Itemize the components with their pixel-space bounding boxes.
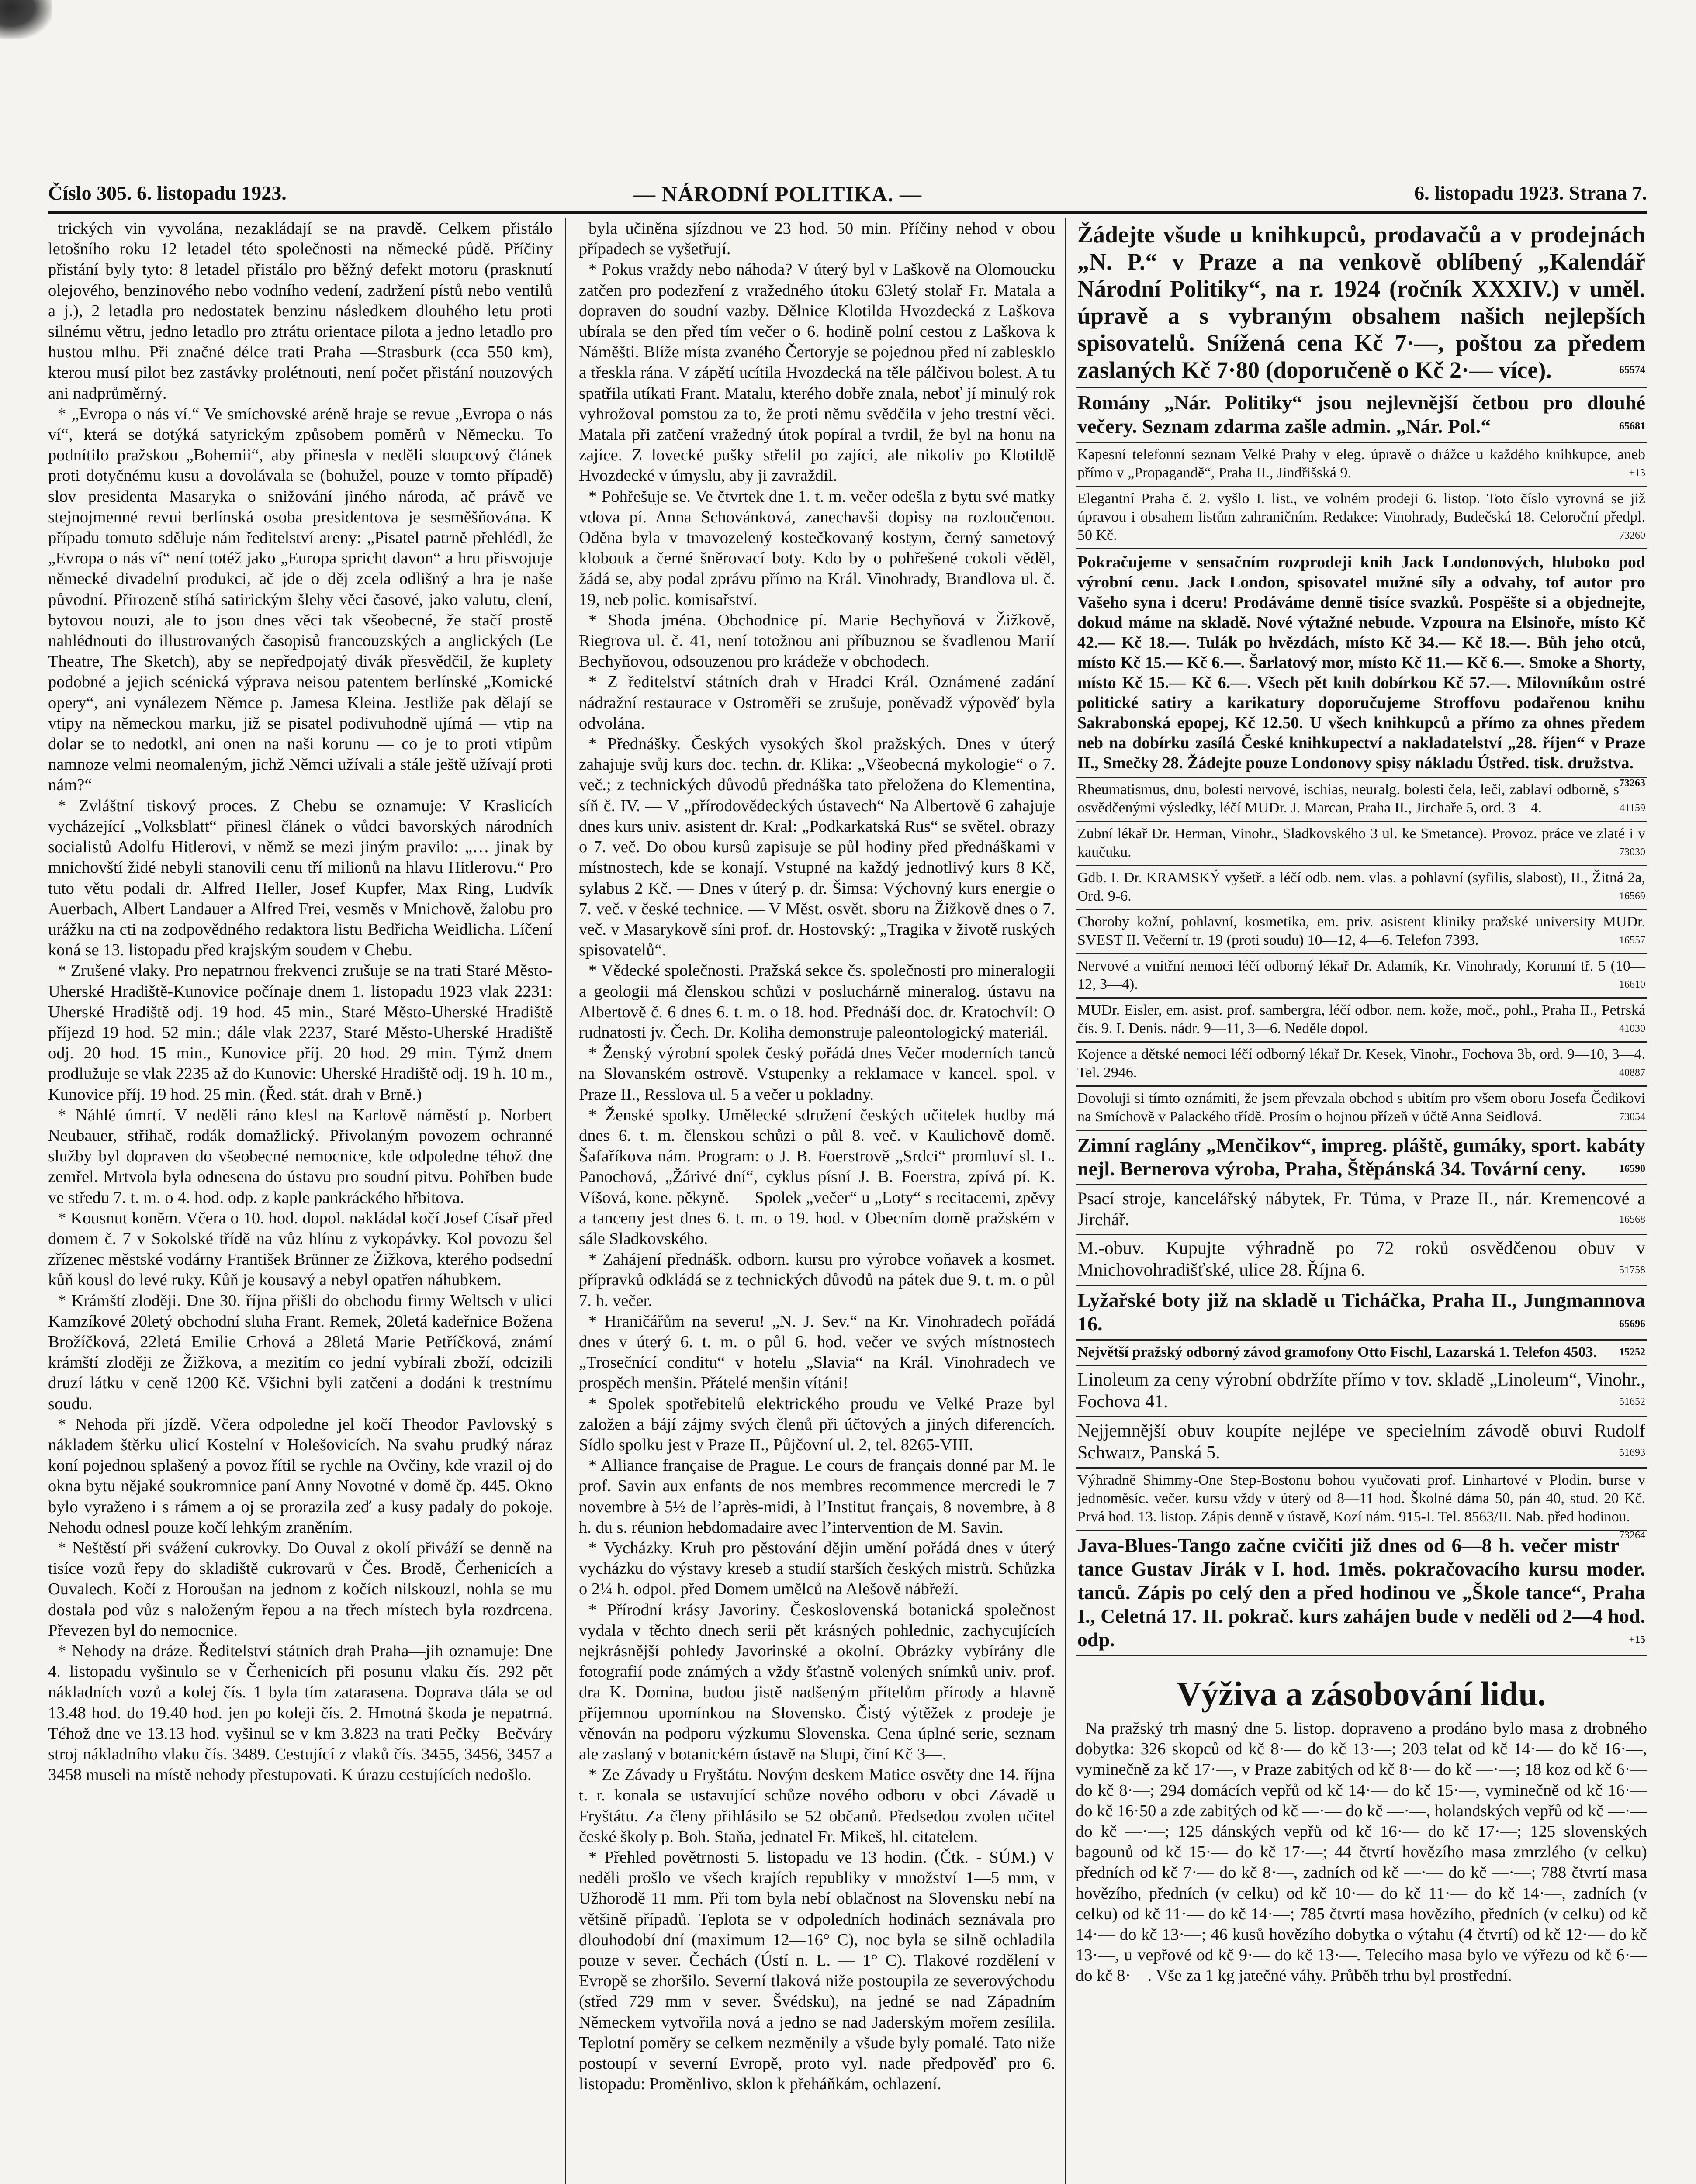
corner-stain [0,0,52,39]
classified-ad: Linoleum za ceny výrobní obdržíte přímo v tov. skladě „Linoleum“, Vinohr., Fochova 41. 51652 [1076,1366,1647,1417]
date-page-number: 6. listopadu 1923. Strana 7. [1414,182,1647,204]
classified-ad: Pokračujeme v sensačním rozprodeji knih Jack Londonových, hluboko pod výrobní cenu. Jack London, spisovatel mužné síly a odvahy, tof autor pro Vašeho syna i dceru! Prodáváme denně tisíce svazků. Pospěšte si a objednejte, dokud máme na skladě. Nové výtažné nebude. Vzpoura na Elsinoře, místo Kč 42.— Kč 18.—. Tulák po hvězdách, místo Kč 34.— Kč 18.—. Bůh jeho otců, místo Kč 15.— Kč 6.—. Šarlatový mor, místo Kč 11.— Kč 6.—. Smoke a Shorty, místo Kč 15.— Kč 6.—. Všech pět knih dobírkou Kč 57.—. Milovníkům ostré politické satiry a karikatury doporučujeme Stroffovu podařenou knihu Sakrabonská epopej, Kč 12.50. U všech knihkupců a přímo za ohnes předem neb na dobírku zasílá České knihkupectví a nakladatelství „28. říjen“ v Praze II., Smečky 28. Žádejte pouze Londonovy spisy nákladu Ústřed. tisk. družstva. 73263 [1076,549,1647,778]
article-paragraph: * Vycházky. Kruh pro pěstování dějin umění pořádá dnes v úterý vycházku do výstavy kreseb a studií starších českých mistrů. Schůzka o 2¼ h. odpol. před Domem umělců na Alešově nábřeží. [579,1539,1055,1599]
column-3-classifieds [1076,218,1647,2184]
classified-ad: Výhradně Shimmy-One Step-Bostonu bohou vyučovati prof. Linhartové v Plodin. burse v jednoměsíc. večer. kursu vždy v úterý od 8—11 hod. Školné dáma 50, pán 40, stud. 20 Kč. Prvá hod. 13. listop. Zápis denně v ústavě, Kozí nám. 915-I. Tel. 8563/II. Nab. před hodinou. 73264 [1076,1469,1647,1531]
article-paragraph: * Krámští zloději. Dne 30. října přišli do obchodu firmy Weltsch v ulici Kamzíkové 20letý obchodní sluha Frant. Remek, 20letá kadeřnice Božena Brožíčková, 22letá Emilie Crhová a 28letá Marie Petříčková, známí krámští zloději ze Žižkova, a mezitím co jední vybírali zboží, odcizili druzí látku v ceně 1200 Kč. Všichni byli zatčeni a dodáni k trestnímu soudu. [48,1291,553,1413]
column-1 [48,218,553,2184]
article-paragraph: * Hraničářům na severu! „N. J. Sev.“ na Kr. Vinohradech pořádá dnes v úterý 6. t. m. o půl 6. hod. večer ve svých místnostech „Trosečnící conditu“ v hotelu „Slavia“ na Král. Vinohradech ve prospěch menšin. Přátelé menšin vítáni! [579,1312,1055,1393]
article-paragraph: * Vědecké společnosti. Pražská sekce čs. společnosti pro mineralogii a geologii má členskou schůzi v posluchárně mineralog. ústavu na Albertově č. 6 dnes 6. t. m. o 18. hod. Přednáší doc. dr. Kratochvíl: O rudnatosti jv. Čech. Dr. Koliha demonstruje paleontologický materiál. [579,961,1055,1042]
column-divider [565,218,566,2184]
classified-ad: Kapesní telefonní seznam Velké Prahy v eleg. úpravě o drážce u každého knihkupce, aneb přímo v „Propagandě“, Praha II., Jindřišská 9. +13 [1076,443,1647,487]
classified-ad: Lyžařské boty již na skladě u Ticháčka, Praha II., Jungmannova 16. 65696 [1076,1286,1647,1341]
article-paragraph: * Náhlé úmrtí. V neděli ráno klesl na Karlově náměstí p. Norbert Neubauer, střihač, rodák domažlický. Přivolaným povozem ochranné služby byl dopraven do všeobecné nemocnice, kde odpoledne téhož dne zemřel. Mrtvola byla odnesena do ústavu pro soudní pitvu. Pohřben bude ve středu 7. t. m. o 4. hod. odp. z kaple pankráckého hřbitova. [48,1106,553,1207]
article-paragraph: * Spolek spotřebitelů elektrického proudu ve Velké Praze byl založen a bájí zájmy svých členů při účtových a jiných diferencích. Sídlo spolku jest v Praze II., Půjčovní ul. 2, tel. 8265-VIII. [579,1394,1055,1454]
article-paragraph: * Nehody na dráze. Ředitelství státních drah Praha—jih oznamuje: Dne 4. listopadu vyšinulo se v Čerhenicích při posunu vlaku čís. 292 pět nákladních vozů a kolej čís. 1 byla tím zatarasena. Doprava dála se od 13.48 hod. do 19.40 hod. jen po koleji čís. 2. Hmotná škoda je nepatrná. Téhož dne ve 13.13 hod. vyšinul se v km 3.823 na trati Pečky—Bečváry stroj nákladního vlaku čís. 3489. Cestující z vlaků čís. 3455, 3456, 3457 a 3458 museli na místě nehody přestupovati. K úrazu cestujících nedošlo. [48,1642,553,1784]
article-paragraph: * Pohřešuje se. Ve čtvrtek dne 1. t. m. večer odešla z bytu své matky vdova pí. Anna Schovánková, zanechavši dopisy na rozloučenou. Oděna byla v tmavozelený kostečkovaný kostym, černý sametový klobouk a černé šněrovací boty. Kdo by o pohřešené cokoli věděl, žádá se, aby podal zprávu přímo na Král. Vinohrady, Brandlova ul. č. 19, neb polic. komisařství. [579,487,1055,609]
issue-number: Číslo 305. 6. listopadu 1923. [48,182,287,204]
article-paragraph: * Z ředitelství státních drah v Hradci Král. Oznámené zadání nádražní restaurace v Ostroměři se zrušuje, poněvadž výpověď byla odvolána. [579,673,1055,733]
classified-ad: Romány „Nár. Politiky“ jsou nejlevnější četbou pro dlouhé večery. Seznam zdarma zašle admin. „Nár. Pol.“ 65681 [1076,388,1647,443]
article-paragraph: byla učiněna sjízdnou ve 23 hod. 50 min. Příčiny nehod v obou případech se vyšetřují. [579,219,1055,259]
article-paragraph: * Pokus vraždy nebo náhoda? V úterý byl v Laškově na Olomoucku zatčen pro podezření z vražedného útoku 63letý stolař Fr. Matala a dopraven do soudní vazby. Dělnice Klotilda Hvozdecká z Laškova ubírala se den před tím večer o 6. hodině polní cestou z Laškova k Náměšti. Blíže místa zvaného Čertoryje se pojednou před ní zablesklo a třeskla rána. V zápětí ucítila Hvozdecká na těle pálčivou bolest. A tu spatřila utíkati Frant. Matalu, kterého dobře znala, neboť jí minulý rok vyhrožoval pomstou za to, že proti němu svědčila v jeho trestní věci. Matala při zatčení vražedný útok popíral a tvrdil, že byl na honu na zajíce. Z lovecké pušky střelil po zajíci, ale nikoliv po Klotildě Hvozdecké v úmyslu, aby ji zavraždil. [579,260,1055,485]
classified-ad: Zubní lékař Dr. Herman, Vinohr., Sladkovského 3 ul. ke Smetance). Provoz. práce ve zlaté i v kaučuku. 73030 [1076,822,1647,866]
article-paragraph: * Neštěstí při svážení cukrovky. Do Ouval z okolí přiváží se denně na tisíce vozů řepy do skladiště cukrovarů v Čes. Brodě, Čerhenicích a Ouvalech. Kočí z Horoušan na jednom z kočích nilskouzl, nohla se mu dostala pod vůz s naloženým řepou a na třech místech byla rozdrcena. Převezen byl do nemocnice. [48,1539,553,1640]
page-header [48,181,1647,208]
article-paragraph: * Zahájení přednášk. odborn. kursu pro výrobce voňavek a kosmet. přípravků odkládá se z technických důvodů na pátek due 9. t. m. o půl 7. h. večer. [579,1250,1055,1310]
classified-ad: Největší pražský odborný závod gramofony Otto Fischl, Lazarská 1. Telefon 4503. 15252 [1076,1341,1647,1366]
article-paragraph: * Ze Závady u Fryštátu. Novým deskem Matice osvěty dne 14. října t. r. konala se ustavující schůze nového odboru v obci Závadě u Fryštátu. Za členy přihlásilo se 52 občanů. Předsedou zvolen učitel české školy p. Boh. Staňa, jednatel Fr. Mikeš, hl. citatelem. [579,1766,1055,1846]
article-paragraph: * Přednášky. Českých vysokých škol pražských. Dnes v úterý zahajuje svůj kurs doc. techn. dr. Klika: „Všeobecná mykologie“ o 7. več.; z technických důvodů přednáška tato přeložena do Klementina, síň č. IV. — V „přírodovědeckých ústavech“ Na Albertově 6 zahajuje dnes kurs univ. asistent dr. Kral: „Podkarkatská Rus“ se světel. obrazy o 7. več. Do obou kursů zapisuje se půl hodiny před přednáškami v místnostech, kde se konají. Vstupné na každý jednotlivý kurs 8 Kč, sylabus 2 Kč. — Dnes v úterý p. dr. Šimsa: Výchovný kurs energie o 7. več. v české technice. — V Měst. osvět. sboru na Žižkově dnes o 7. več. v Masarykově síni prof. dr. Hostovský: „Tragika v životě ruských spisovatelů“. [579,735,1055,960]
header-rule [48,211,1647,214]
section-heading: Výživa a zásobování lidu. [1177,1675,1546,1713]
column-2 [579,218,1055,2184]
classified-ad: Nejjemnější obuv koupíte nejlépe ve specielním závodě obuvi Rudolf Schwarz, Panská 5. 51693 [1076,1417,1647,1469]
article-paragraph: * Zvláštní tiskový proces. Z Chebu se oznamuje: V Kraslicích vycházející „Volksblatt“ přinesl článek o vůdci bavorských národních socialistů Adolfu Hitlerovi, v němž se mezi jiným pravilo: „… jinak by mnichovští židé nebyli stanovili cenu tří milionů na hlavu Hitlerovu.“ Pro tuto větu podali dr. Alfred Heller, Josef Kupfer, Max Ring, Ludvík Auerbach, Albert Landauer a Alfred Frei, vesměs v Mnichově, žalobu pro urážku na cti na zodpovědného redaktora listu Bedřicha Weidlicha. Líčení koná se 13. listopadu před krajským soudem v Chebu. [48,796,553,960]
classified-ad: Žádejte všude u knihkupců, prodavačů a v prodejnách „N. P.“ v Praze a na venkově oblíbený „Kalendář Národní Politiky“, na r. 1924 (ročník XXXIV.) v uměl. úpravě a s vybraným obsahem našich nejlepších spisovatelů. Snížená cena Kč 7·—, poštou za předem zaslaných Kč 7·80 (doporučeně o Kč 2·— více). 65574 [1076,218,1647,388]
article-paragraph: * Přírodní krásy Javoriny. Československá botanická společnost vydala v těchto dnech serii pět krásných pohlednic, zachycujících nejkrásnější pohledy Javorinské a okolní. Obrázky vybírány dle fotografií pode známých a vždy šťastně volených snímků univ. prof. dra K. Domina, budou jistě nadšeným přítelům přírody a hlavně příjemnou upomínkou na Slovensko. Čistý výtěžek z prodeje je věnován na podporu výzkumu Slovenska. Cena úplné serie, seznam ale zaslaný v botanickém ústavě na Slupi, činí Kč 3—. [579,1600,1055,1764]
article-paragraph: * Kousnut koněm. Včera o 10. hod. dopol. nakládal kočí Josef Císař před domem č. 7 v Sokolské třídě na vůz hlínu z vykopávky. Kol povozu šel zřízenec městské vodárny František Brünner ze Žižkova, kterého podsední kůň kousl do levé ruky. Kůň je kousavý a nebyl opatřen náhubkem. [48,1209,553,1289]
classified-ad: Gdb. I. Dr. KRAMSKÝ vyšetř. a léčí odb. nem. vlas. a pohlavní (syfilis, slabost), II., Žitná 2a, Ord. 9-6. 16569 [1076,866,1647,910]
classified-ad: Dovoluji si tímto oznámiti, že jsem převzala obchod s ubitím pro všem oboru Josefa Čedikovi na Smíchově v Palackého třídě. Prosím o hojnou přízeň v účtě Anna Seidlová. 73054 [1076,1087,1647,1131]
classified-ad: Zimní raglány „Menčikov“, impreg. pláště, gumáky, sport. kabáty nejl. Bernerova výroba, Praha, Štěpánská 34. Tovární ceny. 16590 [1076,1131,1647,1185]
classified-ad: Java-Blues-Tango začne cvičiti již dnes od 6—8 h. večer mistr tance Gustav Jirák v I. hod. 1měs. pokračovacího kursu moder. tanců. Zápis po celý den a před hodinou ve „Škole tance“, Praha I., Celetná 17. II. pokrač. kurs zahájen bude v neděli od 2—4 hod. odp. +15 [1076,1531,1647,1656]
article-paragraph: trických vin vyvolána, nezakládají se na pravdě. Celkem přistálo letošního roku 12 letadel této společnosti na německé půdě. Příčiny přistání byly tyto: 8 letadel přistálo pro běžný defekt motoru (prasknutí olejového, benzinového nebo vodního vedení, zadržení pístů nebo ventilů a j.), 2 letadla pro nedostatek benzinu následkem dlouhého letu proti silnému větru, jedno letadlo pro ztrátu orientace pilota a jedno letadlo pro hustou mlhu. Při značné délce trati Praha —Strasburk (cca 550 km), kterou musí pilot bez zastávky prolétnouti, není počet přistání nouzových ani nadprůměrný. [48,219,553,403]
article-paragraph: * Ženské spolky. Umělecké sdružení českých učitelek hudby má dnes 6. t. m. členskou schůzi o půl 8. več. v Kaulichově domě. Šafaříkova nám. Program: o J. B. Foerstrově „Srdci“ promluví sl. L. Panochová, „Žárivé dní“, cyklus písní J. B. Foerstra, zpívá pí. K. Víšová, kone. pěkyně. — Spolek „večer“ u „Loty“ s recitacemi, zpěvy a tanceny jest dnes 6. t. m. o 19. hod. v Obecním domě pražském v sále Sladkovského. [579,1106,1055,1248]
classified-ad: Choroby kožní, pohlavní, kosmetika, em. priv. asistent kliniky pražské university MUDr. SVEST II. Večerní tr. 19 (proti soudu) 10—12, 4—6. Telefon 7393. 16557 [1076,910,1647,954]
classified-ad: M.-obuv. Kupujte výhradně po 72 roků osvědčenou obuv v Mnichovohradišťské, ulice 28. Října 6. 51758 [1076,1235,1647,1286]
classified-ad: Psací stroje, kancelářský nábytek, Fr. Tůma, v Praze II., nár. Kremencové a Jirchář. 16568 [1076,1185,1647,1235]
article-paragraph: * Nehoda při jízdě. Včera odpoledne jel kočí Theodor Pavlovský s nákladem štěrku ulicí Kostelní v Holešovicích. Na svahu prudký náraz koní pojednou splašený a povoz řítil se rychle na Ovčiny, kde vrazil oj do okna bytu nějaké soukromnice paní Anny Novotné v domě čp. 445. Okno bylo vyraženo i s rámem a oj se prorazila zeď a kusy padaly do pokoje. Nehodu odnesl pouze kočí lehkým zraněním. [48,1415,553,1537]
classified-ad: Rheumatismus, dnu, bolesti nervové, ischias, neuralg. bolesti čela, leči, zablaví odborně, s osvědčenými výsledky, léčí MUDr. J. Marcan, Praha II., Jirchaře 5, ord. 3—4. 41159 [1076,778,1647,822]
article-paragraph: * Zrušené vlaky. Pro nepatrnou frekvenci zrušuje se na trati Staré Město-Uherské Hradiště-Kunovice počínaje dnem 1. listopadu 1923 vlak 2231: Uherské Hradiště odj. 19 hod. 45 min., Staré Město-Uherské Hradiště příjezd 19 hod. 52 min.; dále vlak 2237, Staré Město-Uherské Hradiště odj. 20 hod. 15 min., Kunovice příj. 20 hod. 29 min. Týmž dnem prodlužuje se vlak 2235 až do Kunovic: Uherské Hradiště odj. 19 h. 10 m., Kunovice příj. 19 hod. 25 min. (Řed. stát. drah v Brně.) [48,961,553,1104]
classified-ad: Kojence a dětské nemoci léčí odborný lékař Dr. Kesek, Vinohr., Fochova 3b, ord. 9—10, 3—4. Tel. 2946. 40887 [1076,1043,1647,1087]
classified-ad: MUDr. Eisler, em. asist. prof. sambergra, léčí odbor. nem. kože, moč., pohl., Praha II., Petrská čís. 9. I. Denis. nádr. 9—11, 3—6. Neděle dopol. 41030 [1076,999,1647,1043]
classified-ad: Elegantní Praha č. 2. vyšlo I. list., ve volném prodeji 6. listop. Toto číslo vyrovná se již úpravou i obsahem listům zahraničním. Redakce: Vinohrady, Budečská 18. Celoroční předpl. 50 Kč. 73260 [1076,487,1647,549]
article-paragraph: * Přehled povětrnosti 5. listopadu ve 13 hodin. (Čtk. - SÚM.) V neděli prošlo ve všech krajích republiky v množství 1—5 mm, v Užhorodě 11 mm. Při tom byla nebí oblačnost na Slovensku nebí na většině případů. Teplota se v odpoledních hodinách seznávala pro dlouhodobí dní (maximum 12—16° C), noc byla se silně ochladila pouze v sever. Čechách (Ústí n. L. — 1° C). Tlakové rozdělení v Evropě se zhoršilo. Severní tlaková niže postoupila ze severovýchodu (střed 729 mm v sever. Švédsku), na jedné se nad Západním Německem vytvořila nová a jedno se nad Jaderským mořem zesílila. Teplotní poměry se celkem nezměnily a všude byly pomalé. Tato niže postoupí v severní Evropě, proto vyl. nade předpověď pro 6. listopadu: Proměnlivo, sklon k přeháňkám, ochlazení. [579,1848,1055,2094]
column-divider [1065,218,1066,2184]
article-paragraph: * Shoda jména. Obchodnice pí. Marie Bechyňová v Žižkově, Riegrova ul. č. 41, není totožnou ani příbuznou se švadlenou Marií Bechyňovou, odsouzenou pro krádeže v obchodech. [579,611,1055,671]
market-report: Na pražský trh masný dne 5. listop. dopraveno a prodáno bylo masa z drobného dobytka: 326 skopců od kč 8·— do kč 13·—; 203 telat od kč 14·— do kč 16·—, vyminečně za kč 17·—, v Praze zabitých od kč 8·— do kč —·—; 18 koz od kč 6·— do kč 8·—; 294 domácích vepřů od kč 14·— do kč 15·—, vyminečně od kč 16·— do kč 16·50 a zde zabitých od kč —·— do kč —·—, holandských vepřů od kč —·— do kč —·—; 125 dánských vepřů od kč 16·— do kč 17·—; 125 slovenských bagounů od kč 15·— do kč 17·—; 44 čtvrtí hovězího masa zmrzlého (v celku) předních od kč 7·— do kč 8·—, zadních od kč —·— do kč —·—; 788 čtvrtí masa hovězího, předních (v celku) od kč 10·— do kč 11·— do kč 14·—, zadních (v celku) od kč 11·— do kč 14·—; 785 čtvrtí masa hovězího, předních (v celku) od kč 14·— do kč 13·—; 46 kusů hovězího dobytka o výtahu (4 čtvrtí) od kč 12·— do kč 13·—, u vepřové od kč 9·— do kč 13·—. Telecího masa bylo ve výřezu od kč 6·— do kč 8·—. Vše za 1 kg jatečné váhy. Průběh trhu byl prostřední. [1076,1719,1647,1985]
classified-ad: Nervové a vnitřní nemoci léčí odborný lékař Dr. Adamík, Kr. Vinohrady, Korunní tř. 5 (10—12, 3—4). 16610 [1076,954,1647,999]
masthead-title: — NÁRODNÍ POLITIKA. — [633,182,922,206]
article-paragraph: * Ženský výrobní spolek český pořádá dnes Večer moderních tanců na Slovanském ostrově. Vstupenky a reklamace v kancel. spol. v Praze II., Resslova ul. 5 a večer u pokladny. [579,1044,1055,1104]
article-paragraph: * „Evropa o nás ví.“ Ve smíchovské aréně hraje se revue „Evropa o nás ví“, která se dotýká satyrickým způsobem poměrů v Německu. To podnítilo pražskou „Bohemii“, aby přinesla v neděli sloupcový článek proti dotyčnému kusu a dovolávala se (bohužel, pouze v tomto případě) slov presidenta Masaryka o snižování jiného národa, ač právě ve stejnojmenné revui berlínská osoba presidentova je sesměšňována. K případu tomuto sděluje nám ředitelství areny: „Pisatel patrně přehlédl, že „Evropa o nás ví“ není totéž jako „Europa spricht davon“ a hru přisvojuje německé divadelní produkci, ač jde o děj zcela odlišný a hra je naše původní. Přirozeně stíhá satirickým šlehy věci časové, jako valutu, clení, bytovou nouzi, ale to jsou dnes věci tak všeobecné, že stačí prostě nahlédnouti do illustrovaných časopisů francouzských a anglických (Le Theatre, The Sketch), aby se nepředpojatý divák přesvědčil, že kuplety podobné a jejich scénická výprava neisou patentem berlínské „Komické opery“, ani vynálezem Němce p. Jamesa Kleina. Jestliže pak dělají se vtipy na německou marku, již se pisatel podivuhodně ujímá — vtip na dolar se to nedotkl, ani onen na naši korunu — co je to proti vtipům namnoze velmi neomaleným, jichž Němci užívali a stále ještě užívají proti nám?“ [48,404,553,795]
article-paragraph: * Alliance française de Prague. Le cours de français donné par M. le prof. Savin aux enfants de nos membres recommence mercredi le 7 novembre à 5½ de l’après-midi, à l’Institut français, 8 novembre, à 8 h. du s. réunion hebdomadaire avec l’intervention de M. Savin. [579,1456,1055,1537]
